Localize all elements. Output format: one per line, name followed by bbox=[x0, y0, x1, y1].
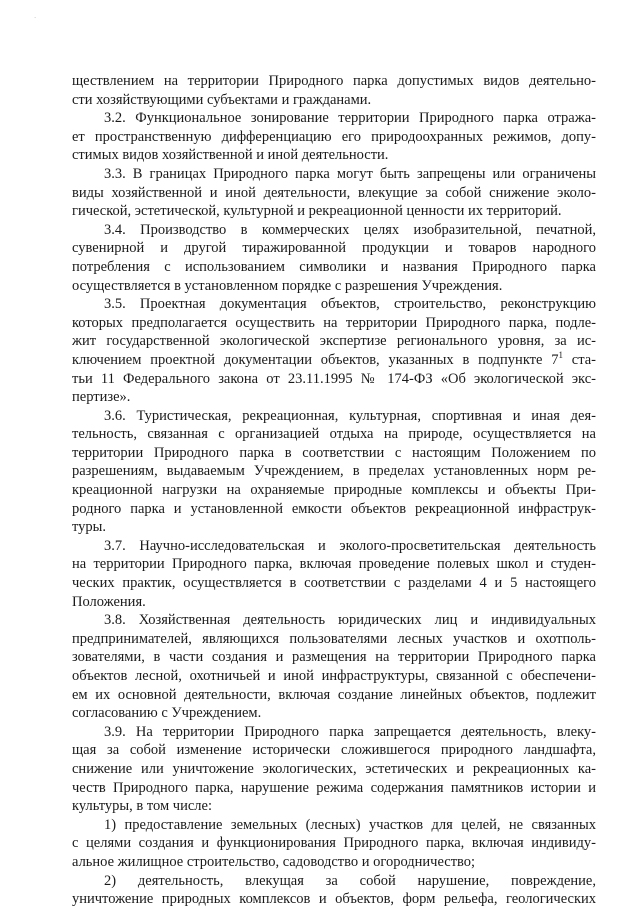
paragraph-p-item-2 bbox=[72, 872, 596, 909]
paragraph-p-3-8 bbox=[72, 611, 596, 723]
text-line: 3.6. Туристическая, рекреационная, культурная, спортивная и иная дея- bbox=[104, 407, 596, 424]
text-line: родного парка и установленной емкости объектов рекреационной инфраструк- bbox=[72, 500, 596, 517]
text-line: осуществляется в установленном порядке с разрешения Учреждения. bbox=[72, 277, 503, 294]
text-line: тьи 11 Федерального закона от 23.11.1995 № 174-ФЗ «Об экологической экс- bbox=[72, 370, 596, 387]
text-line: которых предполагается осуществить на территории Природного парка, подле- bbox=[72, 314, 596, 331]
text-run: ключением проектной документации объектов, указанных в подпункте 7 bbox=[72, 351, 559, 368]
text-line: ет пространственную дифференциацию его природоохранных режимов, допу- bbox=[72, 128, 596, 145]
text-line: 3.7. Научно-исследовательская и эколого-просветительская деятельность bbox=[104, 537, 596, 554]
scan-speck: · bbox=[34, 14, 37, 22]
paragraph-p-3-7 bbox=[72, 537, 596, 611]
text-line: ческих практик, осуществляется в соответствии с разделами 4 и 5 настоящего bbox=[72, 575, 596, 592]
text-line: жит государственной экологической экспертизе регионального уровня, за ис- bbox=[72, 333, 596, 350]
paragraph-p-3-9 bbox=[72, 723, 596, 816]
text-line: ем их основной деятельности, включая создание линейных объектов, подлежит bbox=[72, 686, 596, 703]
text-line: предпринимателей, являющихся пользователями лесных участков и охотполь- bbox=[72, 630, 596, 647]
text-line: виды хозяйственной и иной деятельности, влекущие за собой снижение эколо- bbox=[72, 184, 596, 201]
text-line: разрешениям, выдаваемым Учреждением, в пределах установленных норм ре- bbox=[72, 463, 596, 480]
text-line: снижение или уничтожение экологических, эстетических и рекреационных ка- bbox=[72, 760, 596, 777]
text-line: зователями, в части создания и размещения на территории Природного парка bbox=[72, 649, 596, 666]
footnote-superscript: 1 bbox=[558, 349, 563, 360]
text-line: пертизе». bbox=[72, 389, 131, 406]
paragraph-p-3-2 bbox=[72, 109, 596, 165]
text-line: честв Природного парка, нарушение режима содержания памятников истории и bbox=[72, 779, 596, 796]
text-line: уничтожение природных комплексов и объектов, форм рельефа, геологических bbox=[72, 891, 596, 908]
text-line: 3.2. Функциональное зонирование территории Природного парка отража- bbox=[104, 110, 596, 127]
text-line: 3.9. На территории Природного парка запрещается деятельность, влеку- bbox=[104, 723, 596, 740]
paragraph-p-3-4 bbox=[72, 221, 596, 295]
text-line: 3.4. Производство в коммерческих целях изобразительной, печатной, bbox=[104, 221, 596, 238]
text-line: сти хозяйствующими субъектами и гражданами. bbox=[72, 91, 372, 108]
text-line: туры. bbox=[72, 519, 107, 536]
paragraph-p-item-1 bbox=[72, 816, 596, 872]
text-line: согласованию с Учреждением. bbox=[72, 705, 262, 722]
text-line: 1) предоставление земельных (лесных) участков для целей, не связанных bbox=[104, 816, 596, 833]
text-line: Положения. bbox=[72, 593, 146, 610]
paragraph-p-3-3 bbox=[72, 165, 596, 221]
text-line: тельность, связанная с организацией отдыха на природе, осуществляется на bbox=[72, 426, 596, 443]
text-line: сувенирной и другой тиражированной продукции и товаров народного bbox=[72, 240, 596, 257]
text-run: ста- bbox=[562, 351, 596, 368]
text-line: объектов лесной, охотничьей и иной инфраструктуры, связанной с обеспечени- bbox=[72, 668, 596, 684]
text-line: 2) деятельность, влекущая за собой нарушение, повреждение, bbox=[104, 872, 596, 889]
text-line: альное жилищное строительство, садоводство и огородничество; bbox=[72, 853, 476, 870]
text-line: гической, эстетической, культурной и рекреационной ценности их территорий. bbox=[72, 203, 562, 220]
text-line bbox=[72, 351, 596, 370]
text-line: креационной нагрузки на охраняемые природные комплексы и объекты При- bbox=[72, 482, 596, 499]
text-line: на территории Природного парка, включая проведение полевых школ и студен- bbox=[72, 556, 596, 573]
text-line: с целями создания и функционирования Природного парка, включая индивиду- bbox=[72, 835, 596, 852]
text-line: потребления с использованием символики и названия Природного парка bbox=[72, 258, 596, 275]
text-line: культуры, в том числе: bbox=[72, 798, 212, 815]
text-line: 3.8. Хозяйственная деятельность юридических лиц и индивидуальных bbox=[104, 612, 596, 629]
paragraph-p-continuation bbox=[72, 72, 596, 109]
text-line: территории Природного парка в соответствии с настоящим Положением по bbox=[72, 444, 596, 461]
text-line: 3.5. Проектная документация объектов, строительство, реконструкцию bbox=[104, 296, 596, 313]
text-line: стимых видов хозяйственной и иной деятельности. bbox=[72, 147, 389, 164]
text-line: ществлением на территории Природного парка допустимых видов деятельно- bbox=[72, 73, 596, 89]
document-page bbox=[72, 72, 596, 909]
text-line: 3.3. В границах Природного парка могут быть запрещены или ограничены bbox=[104, 165, 596, 182]
text-line: щая за собой изменение исторически сложившегося природного ландшафта, bbox=[72, 742, 596, 759]
paragraph-p-3-6 bbox=[72, 407, 596, 537]
paragraph-p-3-5 bbox=[72, 295, 596, 407]
